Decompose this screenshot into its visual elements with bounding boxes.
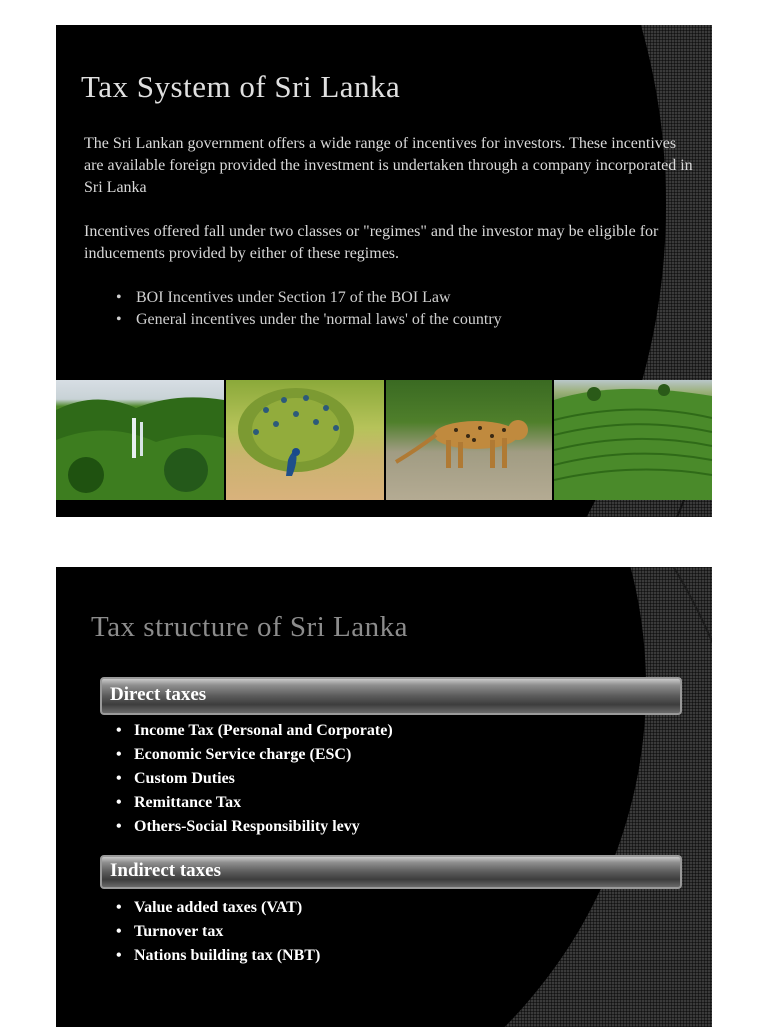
photo-strip: [56, 380, 712, 500]
tea-plantation-photo: [554, 380, 712, 500]
intro-paragraph: The Sri Lankan government offers a wide range of incentives for investors. These incentives are available foreign provided the investment is undertaken through a company incorporated in Sri Lanka: [84, 135, 693, 196]
indirect-taxes-label: Indirect taxes: [110, 860, 221, 881]
list-item: • Others-Social Responsibility levy: [116, 815, 393, 839]
list-item: • Remittance Tax: [116, 791, 393, 815]
direct-taxes-header: [100, 677, 682, 715]
list-item: • Custom Duties: [116, 767, 393, 791]
list-item: • Nations building tax (NBT): [116, 944, 320, 968]
peacock-photo: [226, 380, 384, 500]
list-item: • Economic Service charge (ESC): [116, 743, 393, 767]
list-item: • BOI Incentives under Section 17 of the BOI Law: [116, 287, 502, 309]
indirect-taxes-header: [100, 855, 682, 889]
list-item: • Income Tax (Personal and Corporate): [116, 719, 393, 743]
slide-tax-system: [56, 25, 712, 517]
leopard-photo: [386, 380, 552, 500]
list-item: • General incentives under the 'normal laws' of the country: [116, 309, 502, 331]
regimes-paragraph: Incentives offered fall under two classes or "regimes" and the investor may be eligible for inducements provided by either of these regimes.: [84, 223, 659, 262]
slide-title: Tax structure of Sri Lanka: [91, 611, 408, 643]
list-item: • Turnover tax: [116, 920, 320, 944]
direct-taxes-list: [116, 719, 393, 839]
slide-title: Tax System of Sri Lanka: [81, 69, 401, 104]
indirect-taxes-list: [116, 896, 320, 968]
direct-taxes-label: Direct taxes: [110, 684, 207, 705]
slide-tax-structure: [56, 567, 712, 1027]
incentives-list: [116, 287, 502, 331]
list-item: • Value added taxes (VAT): [116, 896, 320, 920]
waterfall-photo: [56, 380, 224, 500]
